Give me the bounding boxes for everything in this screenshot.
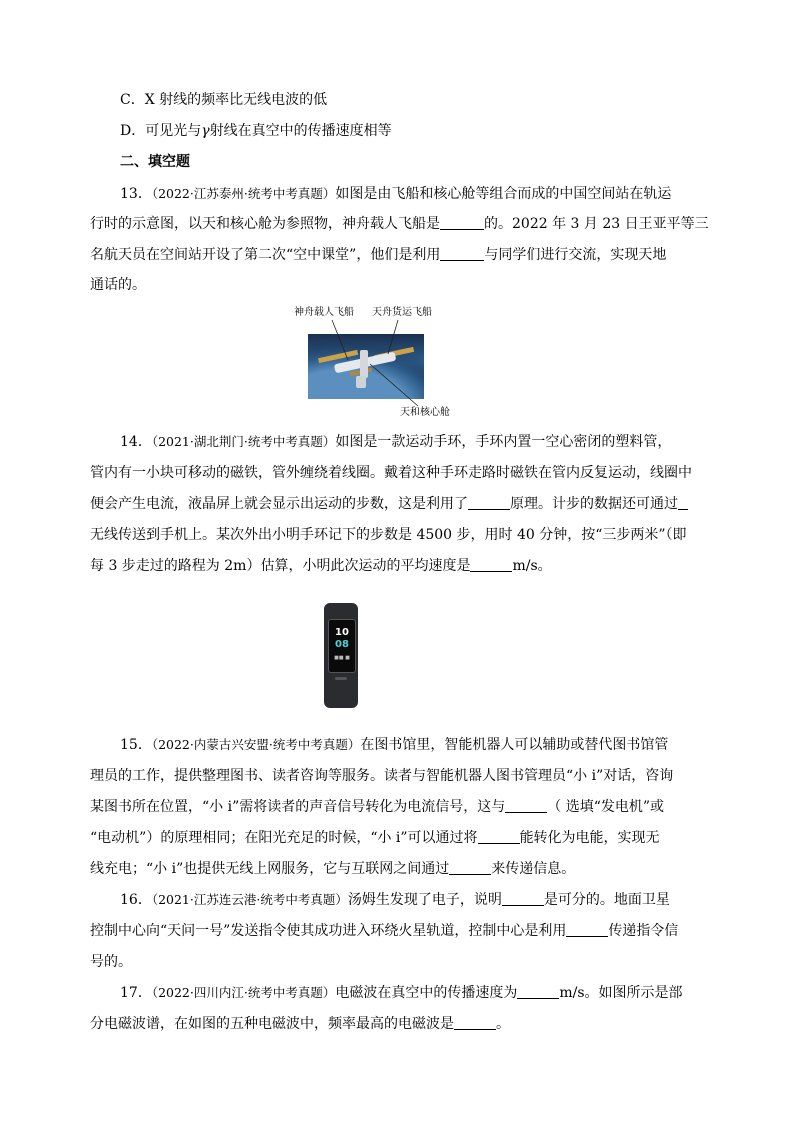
label-tianzhou: 天舟货运飞船 (372, 307, 432, 318)
q14-line-2: 管内有一小块可移动的磁铁，管外缠绕着线圈。戴着这种手环走路时磁铁在管内反复运动，线圈中 (90, 465, 692, 481)
q14-blank-3[interactable] (470, 557, 512, 572)
q15-blank-1[interactable] (505, 798, 547, 813)
q16-blank-1[interactable] (502, 891, 544, 906)
q15-line-3: 某图书所在位置，“小 i”需将读者的声音信号转化为电流信号，这与 （ 选填“发电机”或 (90, 799, 665, 815)
q17-blank-2[interactable] (454, 1015, 496, 1030)
q15-blank-2[interactable] (478, 829, 520, 844)
q16-line-3: 号的。 (90, 954, 132, 970)
q17-blank-1[interactable] (517, 984, 559, 999)
band-minute: 08 (335, 639, 349, 650)
fitness-band-figure (320, 603, 362, 708)
q14-blank-1[interactable] (468, 495, 510, 510)
band-hour: 10 (335, 627, 349, 638)
q14-blank-2[interactable] (678, 495, 688, 510)
q16-blank-2[interactable] (566, 922, 608, 937)
label-shenzhou: 神舟载人飞船 (294, 307, 354, 318)
q15-line-5: 线充电；“小 i”也提供无线上网服务，它与互联网之间通过 来传递信息。 (90, 861, 576, 877)
q14-line-1: 14．（2021·湖北荆门·统考中考真题）如图是一款运动手环，手环内置一空心密闭的塑料管， (120, 434, 672, 450)
q17-line-2: 分电磁波谱，在如图的五种电磁波中，频率最高的电磁波是 。 (90, 1016, 510, 1032)
q13-line-4: 通话的。 (90, 277, 146, 293)
q13-line-3: 名航天员在空间站开设了第二次“空中课堂”，他们是利用 与同学们进行交流，实现天地 (90, 247, 667, 263)
q15-line-4: “电动机”）的原理相同；在阳光充足的时候，“小 i”可以通过将 能转化为电能，实现无 (90, 830, 660, 846)
band-small-text: ■■ ■ (334, 655, 350, 661)
option-d: D．可见光与γ射线在真空中的传播速度相等 (120, 123, 392, 139)
q16-line-2: 控制中心向“天问一号”发送指令使其成功进入环绕火星轨道，控制中心是利用 传递指令信 (90, 923, 679, 939)
q13-blank-1[interactable] (440, 215, 484, 230)
q14-line-3: 便会产生电流，液晶屏上就会显示出运动的步数，这是利用了 原理。计步的数据还可通过 (90, 495, 688, 513)
q14-line-5: 每 3 步走过的路程为 2m）估算，小明此次运动的平均速度是 m/s。 (90, 558, 552, 574)
q13-line-2: 行时的示意图，以天和核心舱为参照物，神舟载人飞船是 的。2022 年 3 月 23 日王亚平等三 (90, 216, 709, 232)
q15-line-1: 15．（2022·内蒙古兴安盟·统考中考真题）在图书馆里，智能机器人可以辅助或替代图书馆管 (120, 737, 669, 753)
q15-line-2: 理员的工作，提供整理图书、读者咨询等服务。读者与智能机器人图书管理员“小 i”对话，咨询 (90, 768, 674, 784)
q16-line-1: 16．（2021·江苏连云港·统考中考真题）汤姆生发现了电子，说明 是可分的。地面卫星 (120, 892, 670, 908)
label-tianhe: 天和核心舱 (400, 407, 450, 418)
gamma-symbol: γ (201, 123, 210, 139)
q17-line-1: 17．（2022·四川内江·统考中考真题）电磁波在真空中的传播速度为 m/s。如图所示是部 (120, 985, 683, 1001)
band-button (335, 677, 347, 680)
q14-line-4: 无线传送到手机上。某次外出小明手环记下的步数是 4500 步，用时 40 分钟，按“三步两米”（即 (90, 527, 687, 543)
q13-line-1: 13．（2022·江苏泰州·统考中考真题）如图是由飞船和核心舱等组合而成的中国空间站在轨运 (120, 186, 672, 202)
space-station-figure (290, 318, 440, 408)
q13-blank-2[interactable] (440, 246, 484, 261)
option-c: C．X 射线的频率比无线电波的低 (120, 92, 328, 108)
section-title: 二、填空题 (120, 154, 190, 170)
band-screen (328, 619, 356, 673)
q15-blank-3[interactable] (449, 860, 491, 875)
